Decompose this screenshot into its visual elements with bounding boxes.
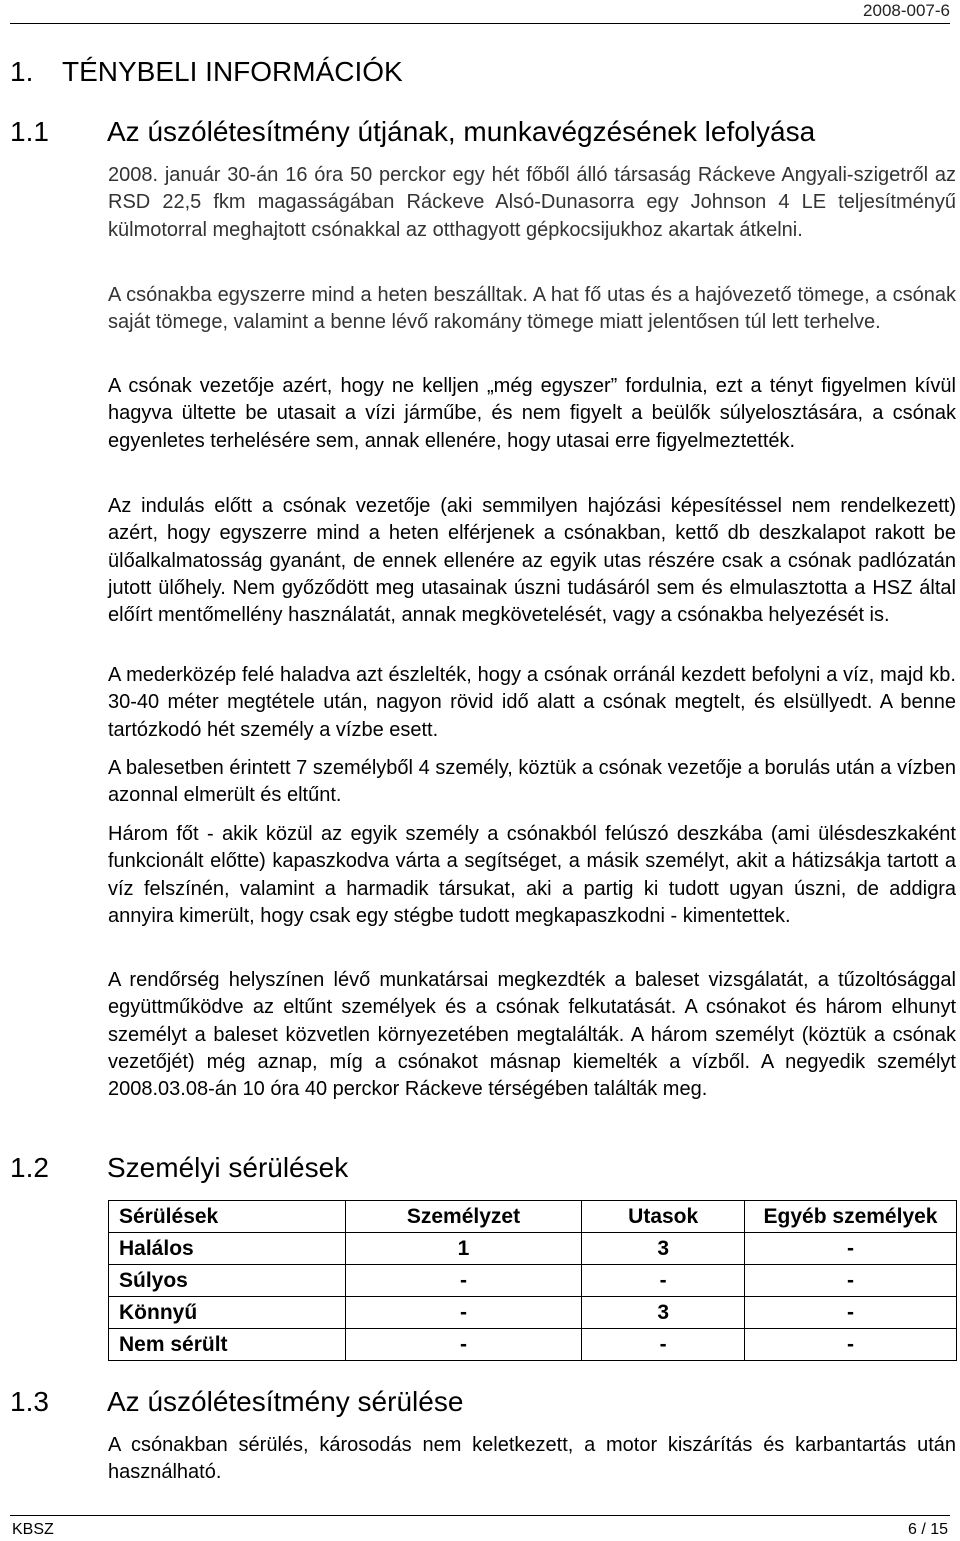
header-rule xyxy=(10,23,950,24)
table-header-cell: Egyéb személyek xyxy=(745,1201,957,1233)
section-1-title: TÉNYBELI INFORMÁCIÓK xyxy=(62,56,403,87)
document-id: 2008-007-6 xyxy=(863,1,950,20)
section-1-3-number: 1.3 xyxy=(10,1386,49,1417)
footer-rule xyxy=(10,1515,950,1516)
table-cell: - xyxy=(345,1297,582,1329)
table-cell: - xyxy=(745,1265,957,1297)
table-cell: - xyxy=(345,1265,582,1297)
section-1-1-number: 1.1 xyxy=(10,116,49,147)
table-header-row xyxy=(109,1201,957,1233)
table-row xyxy=(109,1297,957,1329)
paragraph-2: A csónakba egyszerre mind a heten beszálltak. A hat fő utas és a hajóvezető tömege, a csónak saját tömege, valamint a benne lévő rakomány tömege miatt jelentősen túl lett terhelve. xyxy=(108,284,956,334)
footer-page-number: 6 / 15 xyxy=(907,1521,948,1538)
table-row xyxy=(109,1329,957,1361)
paragraph-4: Az indulás előtt a csónak vezetője (aki semmilyen hajózási képesítéssel nem rendelkezett) azért, hogy egyszerre mind a heten elférjenek a csónakban, kettő db deszkalapot rakott be ülőalkalmatosság gyanánt, de ennek ellenére az egyik utas részére csak a csónak padlózatán jutott ülőhely. Nem győződött meg utasainak úszni tudásáról sem és elmulasztotta a HSZ által előírt mentőmellény használatát, annak megkövetelését, vagy a csónakba helyezését is. xyxy=(108,495,956,627)
table-cell: 3 xyxy=(582,1233,745,1265)
injuries-table xyxy=(108,1200,957,1361)
table-cell: - xyxy=(745,1329,957,1361)
section-1-1-title: Az úszólétesítmény útjának, munkavégzésének lefolyása xyxy=(107,116,816,147)
table-cell: - xyxy=(745,1297,957,1329)
table-cell: - xyxy=(582,1265,745,1297)
table-header-cell: Utasok xyxy=(582,1201,745,1233)
paragraph-8: A rendőrség helyszínen lévő munkatársai megkezdték a baleset vizsgálatát, a tűzoltósággal együttműködve az eltűnt személyek és a csónak felkutatását. A csónakot és három elhunyt személyt a baleset közvetlen környezetében megtalálták. A három személyt (köztük a csónak vezetőjét) még aznap, míg a csónakot másnap kiemelték a vízből. A negyedik személyt 2008.03.08-án 10 óra 40 perckor Ráckeve térségében találták meg. xyxy=(108,969,956,1101)
table-cell: Könnyű xyxy=(109,1297,346,1329)
table-cell: Súlyos xyxy=(109,1265,346,1297)
paragraph-section-1-3: A csónakban sérülés, károsodás nem keletkezett, a motor kiszárítás és karbantartás után használható. xyxy=(108,1434,956,1484)
table-row xyxy=(109,1265,957,1297)
section-1-2-heading xyxy=(10,1150,348,1186)
paragraph-3: A csónak vezetője azért, hogy ne kelljen „még egyszer” fordulnia, ezt a tényt figyelmen kívül hagyva ültette be utasait a vízi járműbe, és nem figyelt a beülők súlyelosztására, a csónak egyenletes terhelésére sem, annak ellenére, hogy utasai erre figyelmeztették. xyxy=(108,375,956,452)
table-header-cell: Sérülések xyxy=(109,1201,346,1233)
section-1-1-heading xyxy=(10,114,815,150)
table-cell: Halálos xyxy=(109,1233,346,1265)
section-1-number: 1. xyxy=(10,56,34,87)
section-1-3-title: Az úszólétesítmény sérülése xyxy=(107,1386,464,1417)
paragraph-1: 2008. január 30-án 16 óra 50 perckor egy hét főből álló társaság Ráckeve Angyali-szigetről az RSD 22,5 fkm magasságában Ráckeve Alsó-Dunasorra egy Johnson 4 LE teljesítményű külmotorral meghajtott csónakkal az otthagyott gépkocsijukhoz akartak átkelni. xyxy=(108,164,956,241)
table-cell: 3 xyxy=(582,1297,745,1329)
section-1-2-title: Személyi sérülések xyxy=(107,1152,349,1183)
paragraph-6: A balesetben érintett 7 személyből 4 személy, köztük a csónak vezetője a borulás után a vízben azonnal elmerült és eltűnt. xyxy=(108,757,956,807)
table-cell: - xyxy=(345,1329,582,1361)
table-cell: - xyxy=(745,1233,957,1265)
section-1-heading xyxy=(10,54,403,90)
footer-organization: KBSZ xyxy=(12,1521,54,1538)
table-header-cell: Személyzet xyxy=(345,1201,582,1233)
paragraph-7: Három főt - akik közül az egyik személy a csónakból felúszó deszkába (ami ülésdeszkaként funkcionált előtte) kapaszkodva várta a segítséget, a másik személyt, akit a hátizsákja tartott a víz felszínén, valamint a harmadik társukat, aki a partig ki tudott ugyan úszni, de addigra annyira kimerült, hogy csak egy stégbe tudott megkapaszkodni - kimentettek. xyxy=(108,823,956,927)
paragraph-5: A mederközép felé haladva azt észlelték, hogy a csónak orránál kezdett befolyni a víz, majd kb. 30-40 méter megtétele után, nagyon rövid idő alatt a csónak megtelt, és elsüllyedt. A benne tartózkodó hét személy a vízbe esett. xyxy=(108,664,956,741)
table-cell: 1 xyxy=(345,1233,582,1265)
table-row xyxy=(109,1233,957,1265)
section-1-3-heading xyxy=(10,1384,463,1420)
table-cell: Nem sérült xyxy=(109,1329,346,1361)
section-1-2-number: 1.2 xyxy=(10,1152,49,1183)
table-cell: - xyxy=(582,1329,745,1361)
